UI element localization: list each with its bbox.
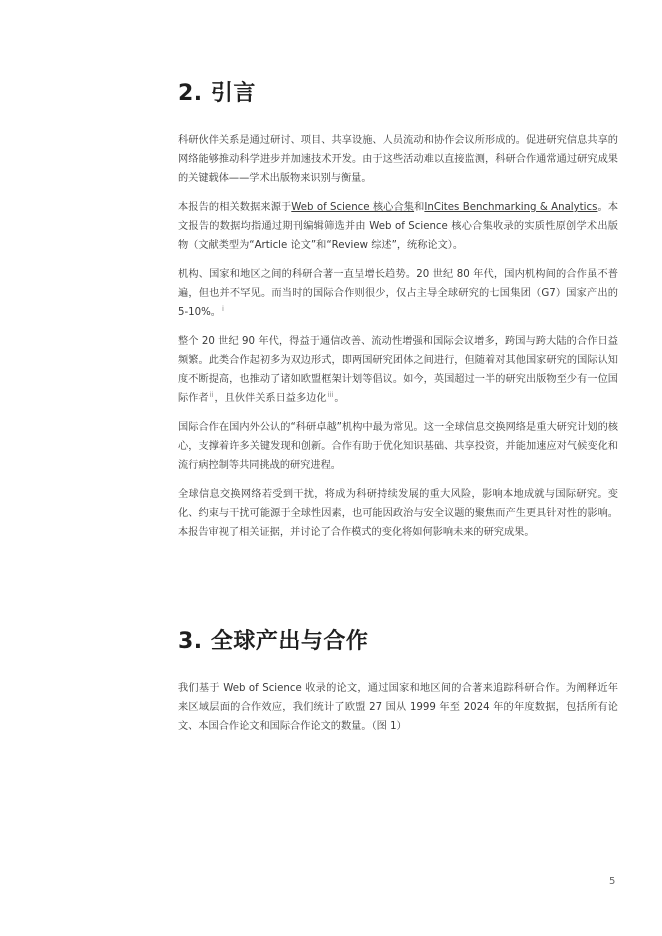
text-run: ，且伙伴关系日益多边化: [214, 393, 327, 404]
paragraph: [178, 332, 618, 408]
section-body-global-output: [178, 679, 618, 746]
text-run: 。: [334, 393, 345, 404]
web-of-science-link[interactable]: Web of Science 核心合集: [291, 202, 415, 213]
text-run: 。本文报告的数据均指通过期刊编辑筛选并由 Web of Science 核心合集收录的实质性原创学术出版物（文献类型为“Article 论文”和“Review 综述”，统称论文）。: [178, 202, 619, 251]
text-run: 整个 20 世纪 90 年代，得益于通信改善、流动性增强和国际会议增多，跨国与跨大陆的合作日益频繁。此类合作起初多为双边形式，即两国研究团体之间进行，但随着对其他国家研究的国际认知度不断提高，也推动了诸如欧盟框架计划等倡议。如今，英国超过一半的研究出版物至少有一位国际作者: [178, 336, 618, 404]
paragraph: 国际合作在国内外公认的“科研卓越”机构中最为常见。这一全球信息交换网络是重大研究计划的核心，支撑着许多关键发现和创新。合作有助于优化知识基础、共享投资，并能加速应对气候变化和流行病控制等共同挑战的研究进程。: [178, 422, 618, 471]
section-body-introduction: [178, 131, 618, 552]
paragraph: 全球信息交换网络若受到干扰，将成为科研持续发展的重大风险，影响本地成就与国际研究。变化、约束与干扰可能源于全球性因素，也可能因政治与安全议题的聚焦而产生更具针对性的影响。本报告审视了相关证据，并讨论了合作模式的变化将如何影响未来的研究成果。: [178, 489, 618, 538]
footnote-ref: ii: [209, 390, 214, 399]
footnote-ref: i: [222, 304, 224, 313]
incites-link[interactable]: InCites Benchmarking & Analytics: [424, 202, 598, 213]
text-run: 和: [414, 202, 425, 213]
footnote-ref: iii: [327, 390, 334, 399]
text-run: 本报告的相关数据来源于: [178, 202, 292, 213]
page-number: 5: [609, 876, 616, 887]
section-heading-introduction: 2. 引言: [178, 81, 256, 106]
text-run: 机构、国家和地区之间的科研合著一直呈增长趋势。20 世纪 80 年代，国内机构间的合作虽不普遍，但也并不罕见。而当时的国际合作则很少，仅占主导全球研究的七国集团（G7）国家产出的 5-10%。: [178, 269, 618, 318]
section-heading-global-output: 3. 全球产出与合作: [178, 629, 369, 654]
paragraph: 我们基于 Web of Science 收录的论文，通过国家和地区间的合著来追踪科研合作。为阐释近年来区域层面的合作效应，我们统计了欧盟 27 国从 1999 年至 2024 年的年度数据，包括所有论文、本国合作论文和国际合作论文的数量。（图 1）: [178, 683, 618, 732]
paragraph: [178, 265, 618, 322]
paragraph: 科研伙伴关系是通过研讨、项目、共享设施、人员流动和协作会议所形成的。促进研究信息共享的网络能够推动科学进步并加速技术开发。由于这些活动难以直接监测，科研合作通常通过研究成果的关键载体——学术出版物来识别与衡量。: [178, 135, 618, 184]
paragraph: [178, 198, 618, 255]
